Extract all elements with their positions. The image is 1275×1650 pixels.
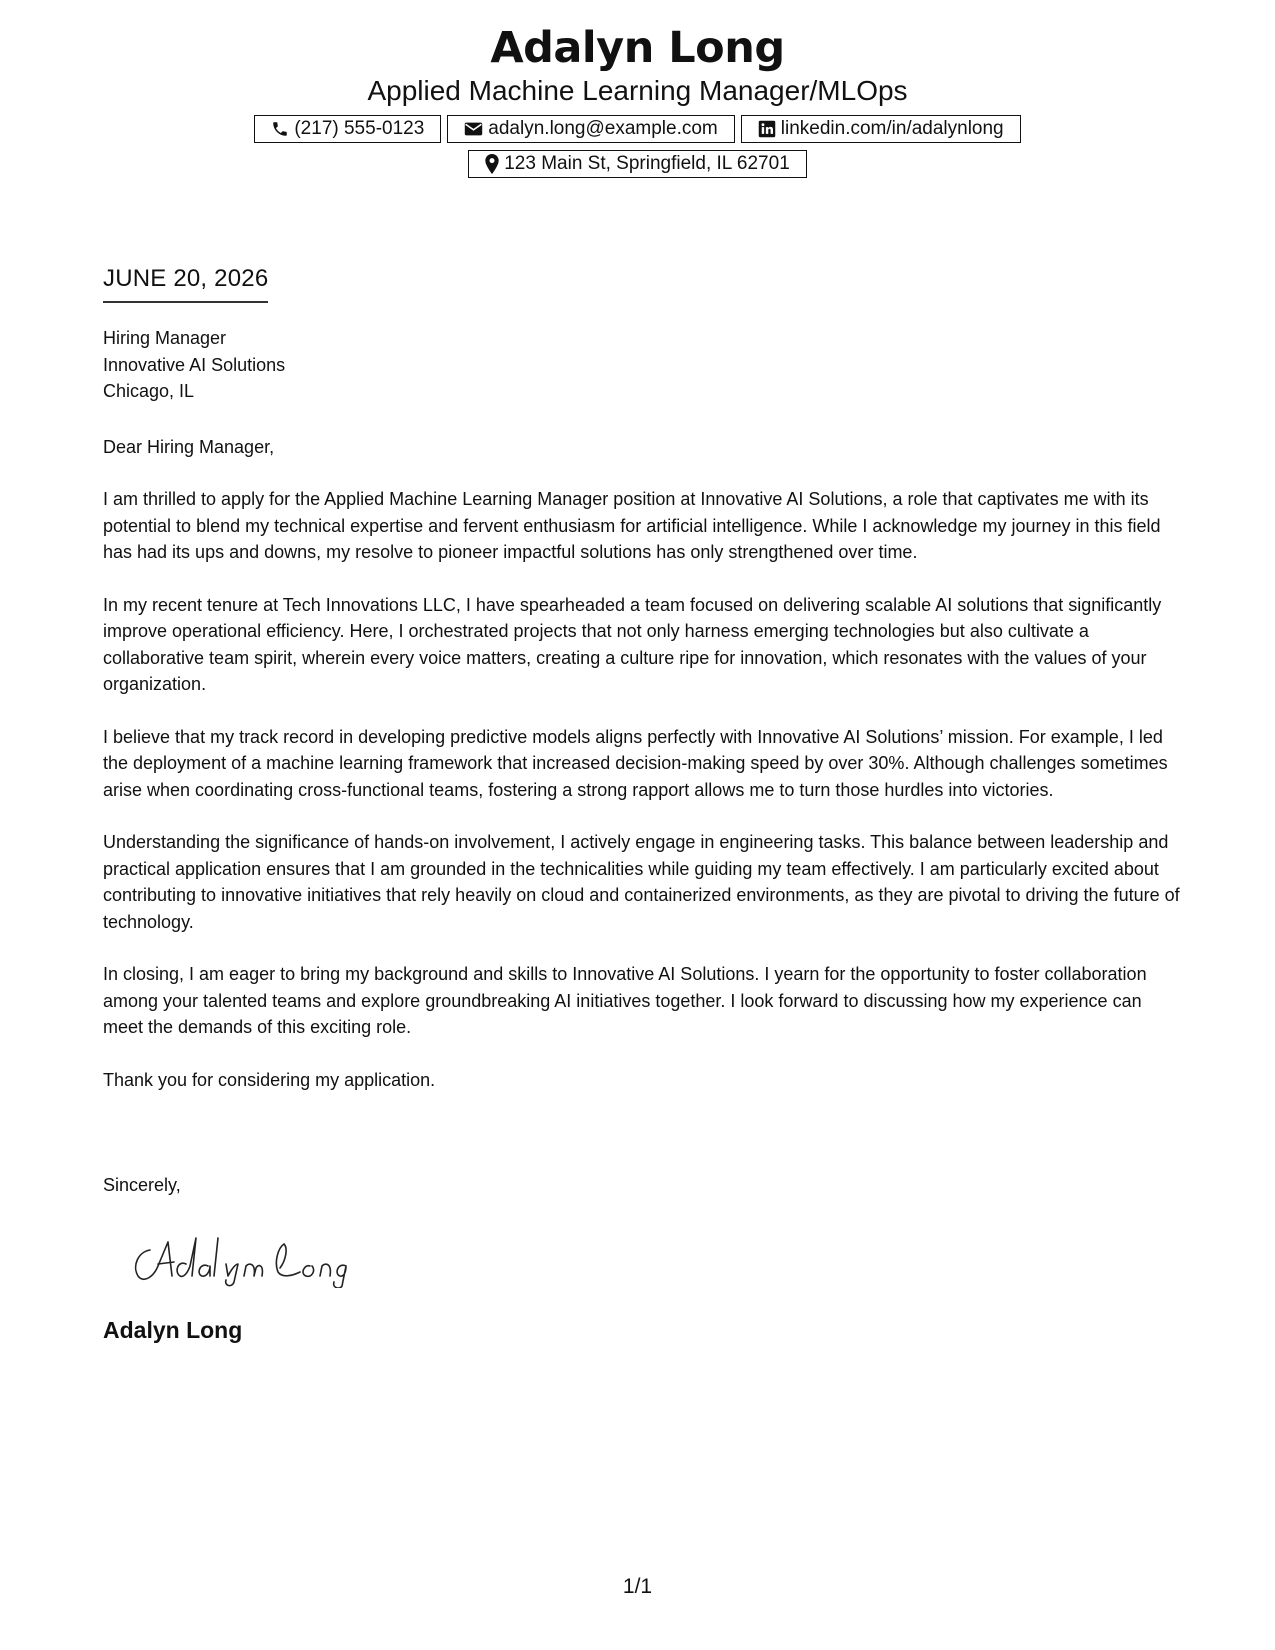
recipient-company: Innovative AI Solutions [103,354,286,375]
signer-name: Adalyn Long [103,1317,243,1343]
address-text: 123 Main St, Springfield, IL 62701 [504,153,790,174]
recipient-location: Chicago, IL [103,381,195,401]
recipient-block [103,325,1183,405]
closing: Sincerely, [103,1175,181,1195]
envelope-icon [464,121,483,137]
linkedin-icon [758,120,776,138]
body-paragraph: Thank you for considering my application. [103,1069,436,1090]
email-contact[interactable] [447,115,734,143]
address-contact [468,150,807,178]
applicant-name: Adalyn Long [490,23,785,73]
page-number: 1/1 [622,1575,653,1598]
body-paragraph: I am thrilled to apply for the Applied Machine Learning Manager position at Innovative AI Solutions, a role that captivates me with its potential to blend my technical expertise and fervent enthusiasm for artificial intelligence. While I acknowledge my journey in this field has had its ups and downs, my resolve to pioneer impactful solutions has only strengthened over time. [103,489,1161,562]
contact-row-primary [0,115,1275,143]
letter-body [103,486,1183,1119]
letter-date: JUNE 20, 2026 [103,264,268,303]
phone-text: (217) 555-0123 [294,118,425,139]
body-paragraph: In my recent tenure at Tech Innovations LLC, I have spearheaded a team focused on delivering scalable AI solutions that significantly improve operational efficiency. Here, I orchestrated projects that not only harness emerging technologies but also cultivate a collaborative team spirit, wherein every voice matters, creating a culture ripe for innovation, which resonates with the values of your organization. [103,594,1162,694]
email-text: adalyn.long@example.com [488,118,718,139]
salutation: Dear Hiring Manager, [103,437,275,457]
linkedin-contact[interactable] [741,115,1021,143]
body-paragraph: I believe that my track record in developing predictive models aligns perfectly with Innovative AI Solutions’ mission. For example, I led the deployment of a machine learning framework that increased decision-making speed by over 30%. Although challenges sometimes arise when coordinating cross-functional teams, fostering a strong rapport allows me to turn those hurdles into victories. [103,726,1168,800]
handwritten-signature [128,1228,348,1288]
body-paragraph: In closing, I am eager to bring my background and skills to Innovative AI Solutions. I yearn for the opportunity to foster collaboration among your talented teams and explore groundbreaking AI initiatives together. I look forward to discussing how my experience can meet the demands of this exciting role. [103,964,1147,1037]
phone-icon [271,120,289,138]
applicant-headline: Applied Machine Learning Manager/MLOps [367,75,908,106]
recipient-title: Hiring Manager [103,328,227,348]
contact-row-secondary [0,150,1275,178]
body-paragraph: Understanding the significance of hands-on involvement, I actively engage in engineering tasks. This balance between leadership and practical application ensures that I am grounded in the technicalities while guiding my team effectively. I am particularly excited about contributing to innovative initiatives that rely heavily on cloud and containerized environments, as they are pivotal to driving the future of technology. [103,832,1180,932]
letter-header [0,22,1275,185]
phone-contact[interactable] [254,115,441,143]
linkedin-text: linkedin.com/in/adalynlong [780,118,1004,139]
map-pin-icon [485,154,499,174]
